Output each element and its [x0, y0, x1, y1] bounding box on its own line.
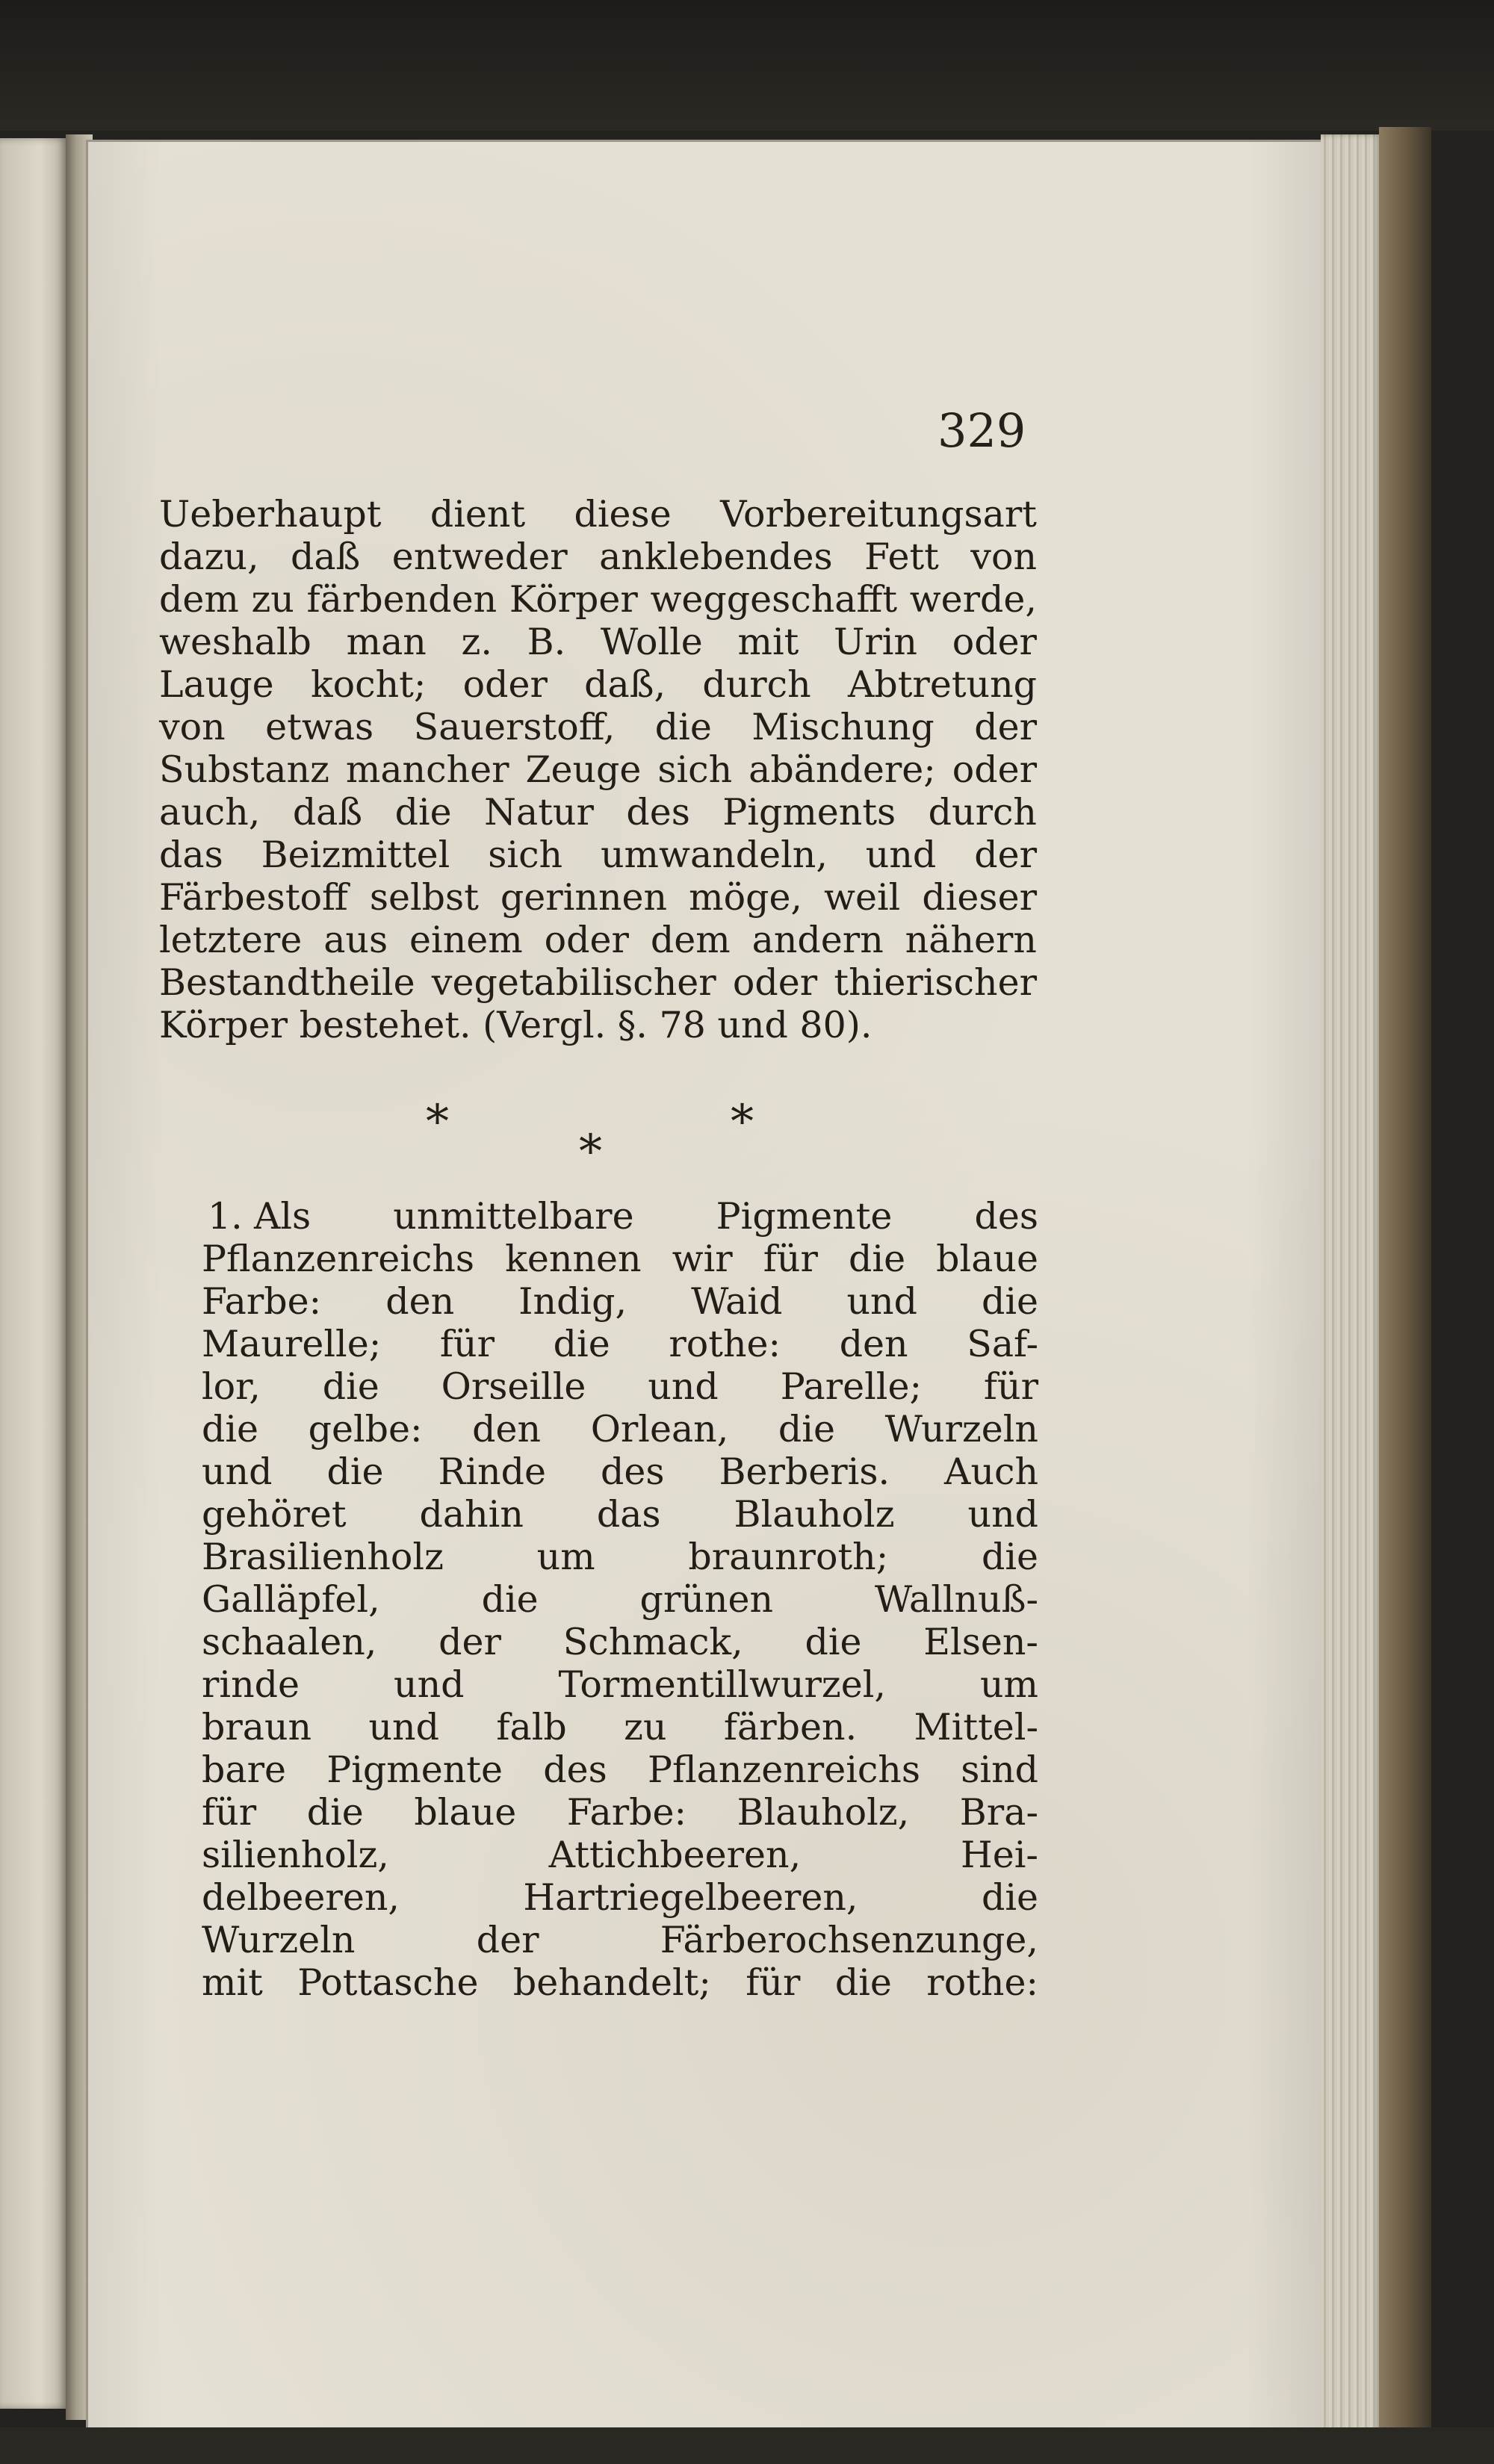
text-line: Färbestoff selbst gerinnen möge, weil dieser — [159, 876, 1037, 919]
text-line: lor, die Orseille und Parelle; für — [202, 1365, 1038, 1408]
page-block-edge — [1321, 134, 1380, 2442]
text-line: braun und falb zu färben. Mittel- — [202, 1706, 1038, 1748]
text-line: und die Rinde des Berberis. Auch — [202, 1450, 1038, 1493]
book-cover-edge — [1379, 127, 1431, 2464]
paragraph-1 — [159, 493, 1037, 1046]
separator-star: * — [426, 1094, 449, 1149]
text-line: Farbe: den Indig, Waid und die — [202, 1280, 1038, 1323]
text-line: das Beizmittel sich umwandeln, und der — [159, 834, 1037, 876]
text-line: dem zu färbenden Körper weggeschafft werde, — [159, 578, 1037, 621]
text-line: rinde und Tormentillwurzel, um — [202, 1663, 1038, 1706]
text-line: für die blaue Farbe: Blauholz, Bra- — [202, 1791, 1038, 1834]
separator-star: * — [579, 1124, 602, 1179]
text-line: gehöret dahin das Blauholz und — [202, 1493, 1038, 1536]
text-line: silienholz, Attichbeeren, Hei- — [202, 1834, 1038, 1876]
text-line: Ueberhaupt dient diese Vorbereitungsart — [159, 493, 1037, 536]
text-line: delbeeren, Hartriegelbeeren, die — [202, 1876, 1038, 1919]
text-line: die gelbe: den Orlean, die Wurzeln — [202, 1408, 1038, 1450]
background-bottom — [0, 2427, 1494, 2464]
text-line: bare Pigmente des Pflanzenreichs sind — [202, 1748, 1038, 1791]
text-line: Pflanzenreichs kennen wir für die blaue — [202, 1238, 1038, 1280]
text-line: Substanz mancher Zeuge sich abändere; oder — [159, 748, 1037, 791]
text-line: Galläpfel, die grünen Wallnuß- — [202, 1578, 1038, 1621]
text-line: dazu, daß entweder anklebendes Fett von — [159, 536, 1037, 578]
text-line: Wurzeln der Färberochsenzunge, — [202, 1919, 1038, 1961]
background — [0, 0, 1494, 131]
text-line: Bestandtheile vegetabilischer oder thierischer — [159, 961, 1037, 1004]
separator-star: * — [731, 1094, 754, 1149]
text-line: schaalen, der Schmack, die Elsen- — [202, 1621, 1038, 1663]
text-line: von etwas Sauerstoff, die Mischung der — [159, 706, 1037, 748]
page-number: 329 — [937, 403, 1026, 458]
paragraph-2 — [202, 1195, 1038, 2004]
left-page-edge — [0, 138, 67, 2409]
text-line: Als unmittelbare Pigmente des — [254, 1195, 1038, 1238]
item-number: 1. — [208, 1195, 243, 1238]
text-line: Maurelle; für die rothe: den Saf- — [202, 1323, 1038, 1365]
text-line: mit Pottasche behandelt; für die rothe: — [202, 1961, 1038, 2004]
text-line: weshalb man z. B. Wolle mit Urin oder — [159, 621, 1037, 663]
text-line: Körper bestehet. (Vergl. §. 78 und 80). — [159, 1004, 872, 1046]
text-line: letztere aus einem oder dem andern nähern — [159, 919, 1037, 961]
text-line: auch, daß die Natur des Pigments durch — [159, 791, 1037, 834]
text-line: Brasilienholz um braunroth; die — [202, 1536, 1038, 1578]
text-line: Lauge kocht; oder daß, durch Abtretung — [159, 663, 1037, 706]
